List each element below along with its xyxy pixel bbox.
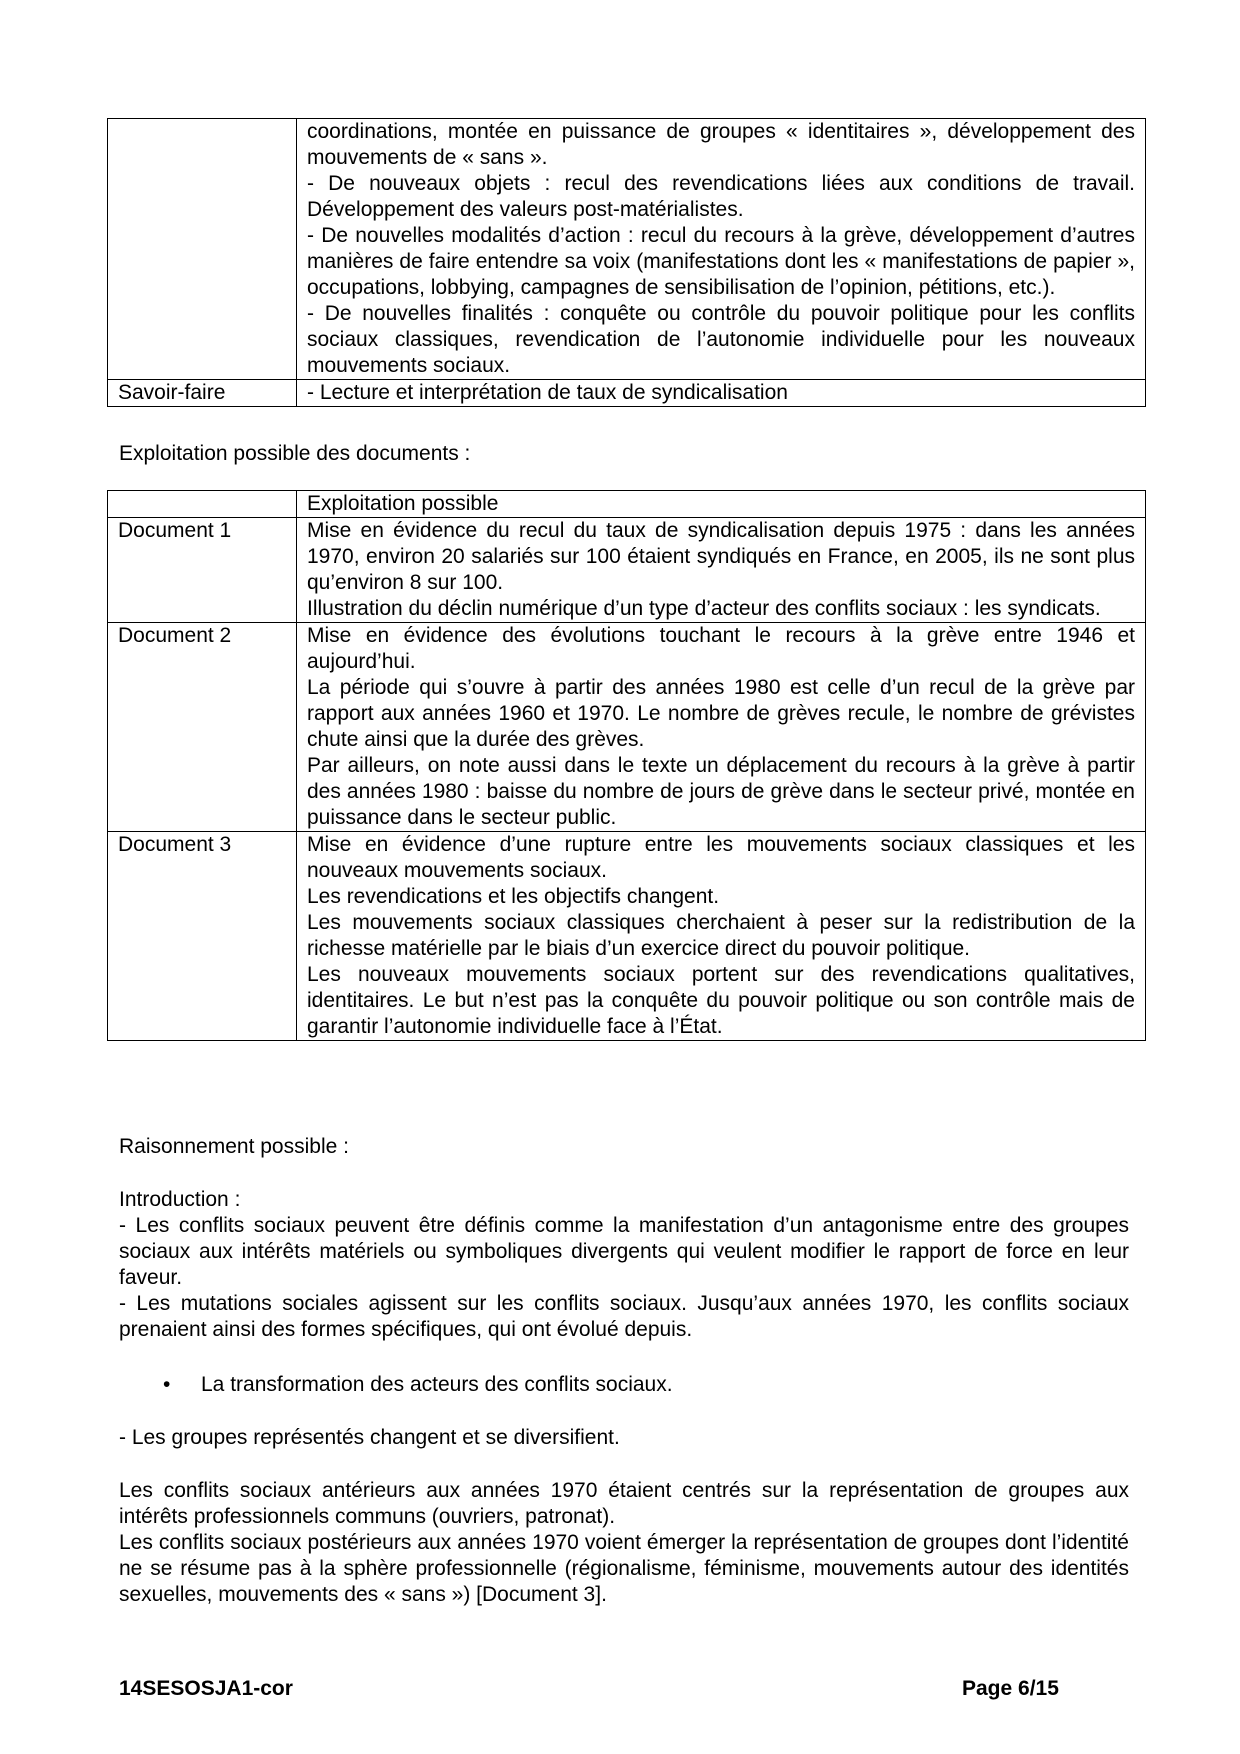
- paragraph: - Les mutations sociales agissent sur les conflits sociaux. Jusqu’aux années 1970, les conflits sociaux prenaient ainsi des formes spécifiques, qui ont évolué depuis.: [119, 1292, 1129, 1341]
- paragraph: La période qui s’ouvre à partir des années 1980 est celle d’un recul de la grève par rapport aux années 1960 et 1970. Le nombre de grèves recule, le nombre de grévistes chute ainsi que la durée des grèves.: [307, 676, 1135, 751]
- groupes-line: - Les groupes représentés changent et se diversifient.: [119, 1426, 620, 1449]
- paragraph: Illustration du déclin numérique d’un type d’acteur des conflits sociaux : les syndicats.: [307, 597, 1101, 620]
- paragraph: Mise en évidence du recul du taux de syndicalisation depuis 1975 : dans les années 1970, environ 20 salariés sur 100 étaient syndiqués en France, en 2005, ils ne sont plus qu’environ 8 sur 100.: [307, 519, 1135, 594]
- paragraph: Mise en évidence d’une rupture entre les mouvements sociaux classiques et les nouveaux mouvements sociaux.: [307, 833, 1135, 882]
- exploitation-table: [107, 490, 1146, 1041]
- table-row: [108, 119, 1146, 380]
- paragraph: Les nouveaux mouvements sociaux portent sur des revendications qualitatives, identitaires. Le but n’est pas la conquête du pouvoir politique ou son contrôle mais de garantir l’autonomie individuelle face à l’État.: [307, 963, 1135, 1038]
- notions-table: [107, 118, 1146, 407]
- intro-text: [119, 1213, 1129, 1343]
- table-row: [108, 518, 1146, 623]
- row-content: [297, 832, 1146, 1041]
- continuation-cell: [297, 119, 1146, 380]
- row-content: [297, 518, 1146, 623]
- bullet-text: La transformation des acteurs des conflits sociaux.: [201, 1373, 673, 1396]
- savoir-faire-label: Savoir-faire: [108, 380, 297, 407]
- introduction-heading: Introduction :: [119, 1188, 241, 1211]
- paragraph: coordinations, montée en puissance de groupes « identitaires », développement des mouvements de « sans ».: [307, 120, 1135, 169]
- row-label: Document 1: [108, 518, 297, 623]
- page-number: Page 6/15: [962, 1677, 1059, 1700]
- table-header: Exploitation possible: [297, 491, 1146, 518]
- table-row: [108, 623, 1146, 832]
- final-text: [119, 1478, 1129, 1608]
- footer-code: 14SESOSJA1-cor: [119, 1677, 293, 1700]
- paragraph: Les revendications et les objectifs changent.: [307, 885, 720, 908]
- exploitation-heading: Exploitation possible des documents :: [119, 442, 471, 465]
- paragraph: - De nouveaux objets : recul des revendications liées aux conditions de travail. Développement des valeurs post-matérialistes.: [307, 172, 1135, 221]
- table-row: [108, 832, 1146, 1041]
- raisonnement-heading: Raisonnement possible :: [119, 1135, 349, 1158]
- table-row: [108, 380, 1146, 407]
- paragraph: Par ailleurs, on note aussi dans le texte un déplacement du recours à la grève à partir des années 1980 : baisse du nombre de jours de grève dans le secteur privé, montée en puissance dans le secteur public.: [307, 754, 1135, 829]
- row-label: Document 2: [108, 623, 297, 832]
- paragraph: Mise en évidence des évolutions touchant le recours à la grève entre 1946 et aujourd’hui.: [307, 624, 1135, 673]
- paragraph: Les conflits sociaux postérieurs aux années 1970 voient émerger la représentation de groupes dont l’identité ne se résume pas à la sphère professionnelle (régionalisme, féminisme, mouvements autour des identités sexuelles, mouvements des « sans ») [Document 3].: [119, 1531, 1129, 1606]
- paragraph: - De nouvelles finalités : conquête ou contrôle du pouvoir politique pour les conflits sociaux classiques, revendication de l’autonomie individuelle pour les nouveaux mouvements sociaux.: [307, 302, 1135, 377]
- table-cell-empty: [108, 119, 297, 380]
- paragraph: Les conflits sociaux antérieurs aux années 1970 étaient centrés sur la représentation de groupes aux intérêts professionnels communs (ouvriers, patronat).: [119, 1479, 1129, 1528]
- paragraph: - Les conflits sociaux peuvent être définis comme la manifestation d’un antagonisme entre des groupes sociaux aux intérêts matériels ou symboliques divergents qui veulent modifier le rapport de force en leur faveur.: [119, 1214, 1129, 1289]
- row-label: Document 3: [108, 832, 297, 1041]
- paragraph: - De nouvelles modalités d’action : recul du recours à la grève, développement d’autres manières de faire entendre sa voix (manifestations dont les « manifestations de papier », occupations, lobbying, campagnes de sensibilisation de l’opinion, pétitions, etc.).: [307, 224, 1135, 299]
- row-content: [297, 623, 1146, 832]
- bullet-icon: •: [163, 1373, 171, 1396]
- table-header-row: [108, 491, 1146, 518]
- savoir-faire-text: - Lecture et interprétation de taux de syndicalisation: [297, 380, 1146, 407]
- paragraph: Les mouvements sociaux classiques cherchaient à peser sur la redistribution de la richesse matérielle par le biais d’un exercice direct du pouvoir politique.: [307, 911, 1135, 960]
- table-cell-empty: [108, 491, 297, 518]
